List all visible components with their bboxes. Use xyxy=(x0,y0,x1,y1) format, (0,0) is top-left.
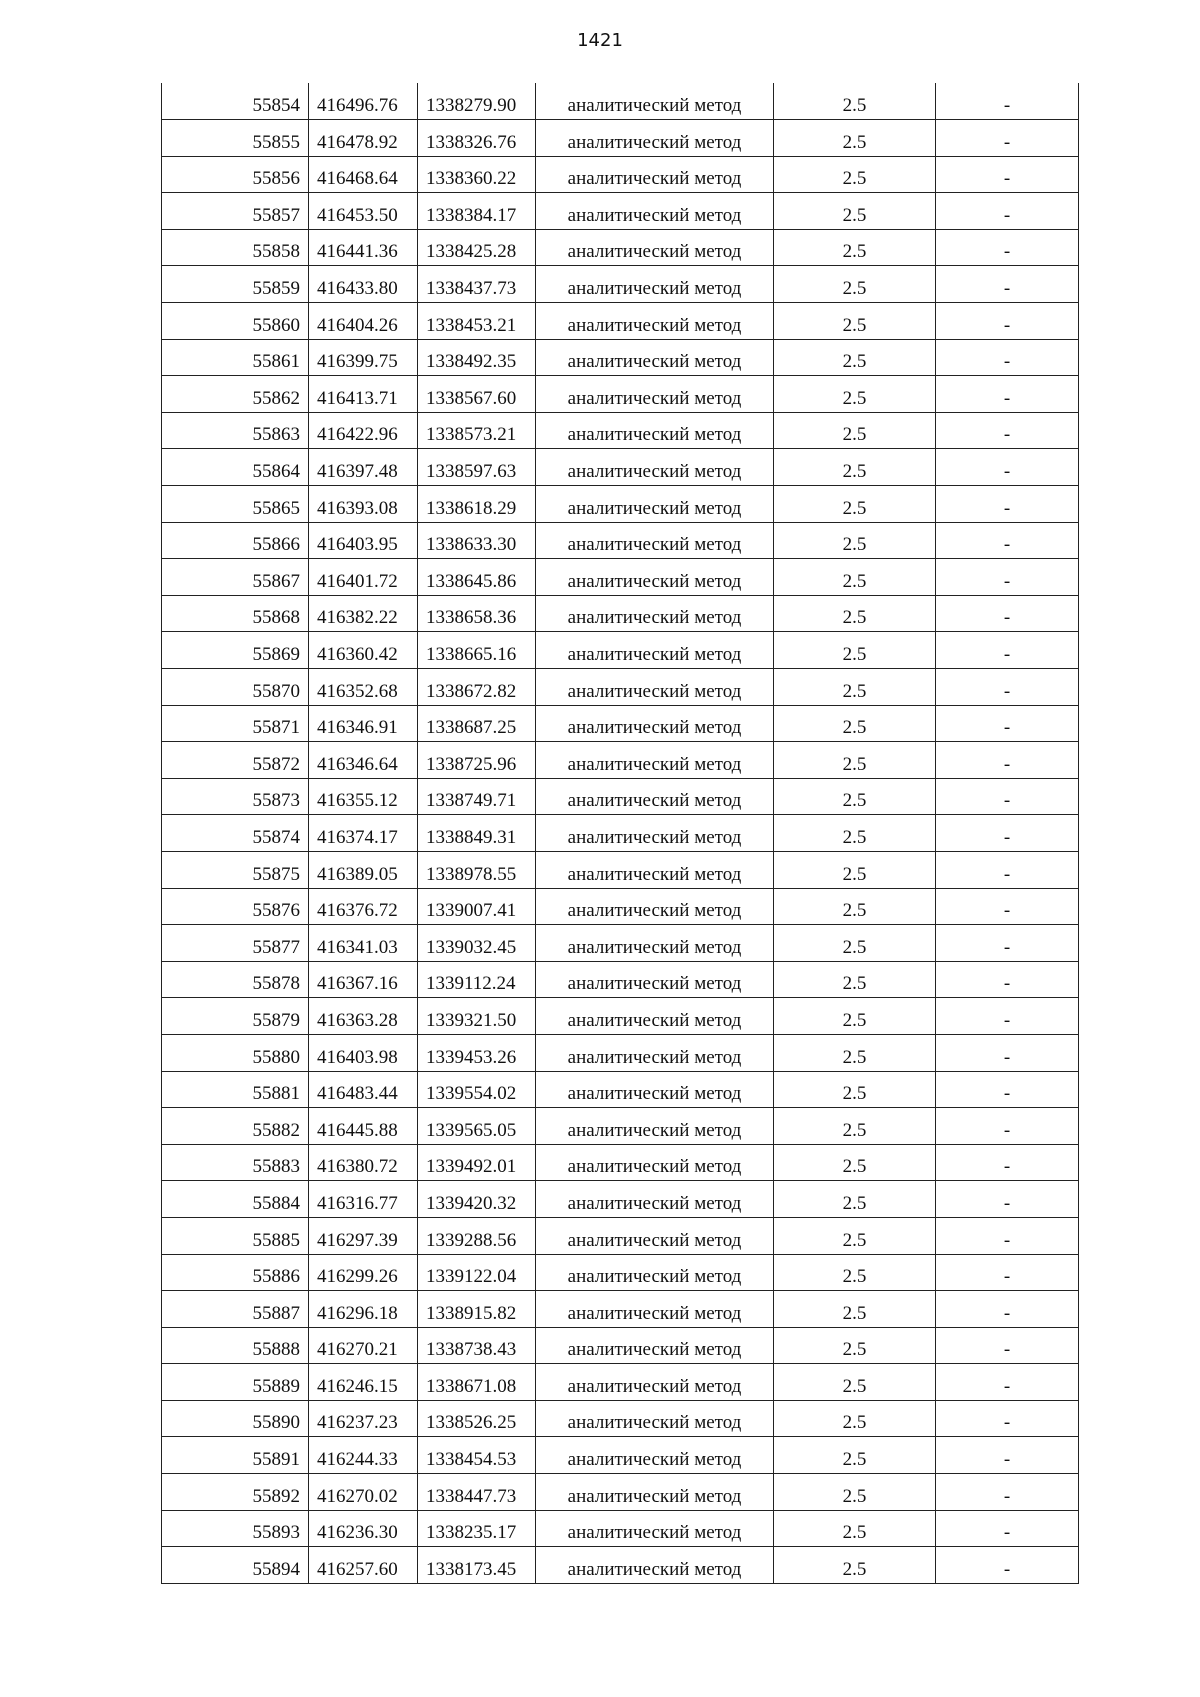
table-row xyxy=(162,486,1079,523)
table-row xyxy=(162,266,1079,303)
point-number-cell: 55892 xyxy=(162,1474,309,1511)
table-row xyxy=(162,1547,1079,1584)
accuracy-cell: 2.5 xyxy=(774,1254,936,1291)
y-coordinate-cell: 1339288.56 xyxy=(418,1217,536,1254)
note-cell: - xyxy=(936,156,1079,193)
note-cell: - xyxy=(936,998,1079,1035)
x-coordinate-cell: 416341.03 xyxy=(309,925,418,962)
x-coordinate-cell: 416403.98 xyxy=(309,1034,418,1071)
table-row xyxy=(162,229,1079,266)
point-number-cell: 55856 xyxy=(162,156,309,193)
y-coordinate-cell: 1339492.01 xyxy=(418,1144,536,1181)
point-number-cell: 55875 xyxy=(162,851,309,888)
accuracy-cell: 2.5 xyxy=(774,156,936,193)
accuracy-cell: 2.5 xyxy=(774,1327,936,1364)
table-row xyxy=(162,888,1079,925)
method-cell: аналитический метод xyxy=(536,851,774,888)
method-cell: аналитический метод xyxy=(536,229,774,266)
note-cell: - xyxy=(936,1291,1079,1328)
note-cell: - xyxy=(936,888,1079,925)
table-row xyxy=(162,303,1079,340)
table-row xyxy=(162,559,1079,596)
note-cell: - xyxy=(936,1400,1079,1437)
y-coordinate-cell: 1339565.05 xyxy=(418,1108,536,1145)
accuracy-cell: 2.5 xyxy=(774,1291,936,1328)
accuracy-cell: 2.5 xyxy=(774,266,936,303)
y-coordinate-cell: 1338279.90 xyxy=(418,83,536,120)
point-number-cell: 55876 xyxy=(162,888,309,925)
accuracy-cell: 2.5 xyxy=(774,83,936,120)
accuracy-cell: 2.5 xyxy=(774,1108,936,1145)
accuracy-cell: 2.5 xyxy=(774,851,936,888)
y-coordinate-cell: 1339007.41 xyxy=(418,888,536,925)
note-cell: - xyxy=(936,925,1079,962)
x-coordinate-cell: 416367.16 xyxy=(309,961,418,998)
method-cell: аналитический метод xyxy=(536,1108,774,1145)
x-coordinate-cell: 416422.96 xyxy=(309,412,418,449)
note-cell: - xyxy=(936,83,1079,120)
table-row xyxy=(162,412,1079,449)
point-number-cell: 55889 xyxy=(162,1364,309,1401)
x-coordinate-cell: 416299.26 xyxy=(309,1254,418,1291)
accuracy-cell: 2.5 xyxy=(774,669,936,706)
method-cell: аналитический метод xyxy=(536,486,774,523)
accuracy-cell: 2.5 xyxy=(774,742,936,779)
y-coordinate-cell: 1338235.17 xyxy=(418,1510,536,1547)
table-row xyxy=(162,1474,1079,1511)
method-cell: аналитический метод xyxy=(536,1291,774,1328)
y-coordinate-cell: 1338915.82 xyxy=(418,1291,536,1328)
point-number-cell: 55860 xyxy=(162,303,309,340)
accuracy-cell: 2.5 xyxy=(774,595,936,632)
point-number-cell: 55873 xyxy=(162,778,309,815)
table-row xyxy=(162,1510,1079,1547)
table-row xyxy=(162,156,1079,193)
accuracy-cell: 2.5 xyxy=(774,339,936,376)
method-cell: аналитический метод xyxy=(536,156,774,193)
note-cell: - xyxy=(936,486,1079,523)
method-cell: аналитический метод xyxy=(536,120,774,157)
y-coordinate-cell: 1338597.63 xyxy=(418,449,536,486)
point-number-cell: 55855 xyxy=(162,120,309,157)
accuracy-cell: 2.5 xyxy=(774,1071,936,1108)
y-coordinate-cell: 1338526.25 xyxy=(418,1400,536,1437)
method-cell: аналитический метод xyxy=(536,632,774,669)
y-coordinate-cell: 1338645.86 xyxy=(418,559,536,596)
accuracy-cell: 2.5 xyxy=(774,522,936,559)
point-number-cell: 55874 xyxy=(162,815,309,852)
point-number-cell: 55878 xyxy=(162,961,309,998)
table-row xyxy=(162,339,1079,376)
accuracy-cell: 2.5 xyxy=(774,925,936,962)
note-cell: - xyxy=(936,266,1079,303)
point-number-cell: 55858 xyxy=(162,229,309,266)
table-row xyxy=(162,522,1079,559)
x-coordinate-cell: 416468.64 xyxy=(309,156,418,193)
method-cell: аналитический метод xyxy=(536,193,774,230)
table-row xyxy=(162,376,1079,413)
y-coordinate-cell: 1338573.21 xyxy=(418,412,536,449)
note-cell: - xyxy=(936,815,1079,852)
table-row xyxy=(162,1034,1079,1071)
note-cell: - xyxy=(936,778,1079,815)
accuracy-cell: 2.5 xyxy=(774,888,936,925)
x-coordinate-cell: 416297.39 xyxy=(309,1217,418,1254)
table-row xyxy=(162,1108,1079,1145)
accuracy-cell: 2.5 xyxy=(774,1510,936,1547)
note-cell: - xyxy=(936,669,1079,706)
y-coordinate-cell: 1339554.02 xyxy=(418,1071,536,1108)
note-cell: - xyxy=(936,1510,1079,1547)
note-cell: - xyxy=(936,1437,1079,1474)
y-coordinate-cell: 1338173.45 xyxy=(418,1547,536,1584)
note-cell: - xyxy=(936,1364,1079,1401)
method-cell: аналитический метод xyxy=(536,1364,774,1401)
x-coordinate-cell: 416403.95 xyxy=(309,522,418,559)
point-number-cell: 55883 xyxy=(162,1144,309,1181)
table-row xyxy=(162,1144,1079,1181)
method-cell: аналитический метод xyxy=(536,412,774,449)
accuracy-cell: 2.5 xyxy=(774,1400,936,1437)
x-coordinate-cell: 416270.21 xyxy=(309,1327,418,1364)
y-coordinate-cell: 1339321.50 xyxy=(418,998,536,1035)
x-coordinate-cell: 416397.48 xyxy=(309,449,418,486)
method-cell: аналитический метод xyxy=(536,266,774,303)
y-coordinate-cell: 1338326.76 xyxy=(418,120,536,157)
x-coordinate-cell: 416346.91 xyxy=(309,705,418,742)
coordinates-table-body xyxy=(162,83,1079,1583)
page-number: 1421 xyxy=(577,30,623,51)
accuracy-cell: 2.5 xyxy=(774,376,936,413)
y-coordinate-cell: 1339032.45 xyxy=(418,925,536,962)
method-cell: аналитический метод xyxy=(536,1437,774,1474)
table-row xyxy=(162,925,1079,962)
note-cell: - xyxy=(936,851,1079,888)
method-cell: аналитический метод xyxy=(536,888,774,925)
note-cell: - xyxy=(936,1254,1079,1291)
method-cell: аналитический метод xyxy=(536,669,774,706)
point-number-cell: 55894 xyxy=(162,1547,309,1584)
method-cell: аналитический метод xyxy=(536,376,774,413)
note-cell: - xyxy=(936,229,1079,266)
x-coordinate-cell: 416296.18 xyxy=(309,1291,418,1328)
x-coordinate-cell: 416393.08 xyxy=(309,486,418,523)
note-cell: - xyxy=(936,1217,1079,1254)
y-coordinate-cell: 1339420.32 xyxy=(418,1181,536,1218)
x-coordinate-cell: 416433.80 xyxy=(309,266,418,303)
note-cell: - xyxy=(936,961,1079,998)
y-coordinate-cell: 1338687.25 xyxy=(418,705,536,742)
point-number-cell: 55859 xyxy=(162,266,309,303)
accuracy-cell: 2.5 xyxy=(774,559,936,596)
x-coordinate-cell: 416445.88 xyxy=(309,1108,418,1145)
point-number-cell: 55887 xyxy=(162,1291,309,1328)
accuracy-cell: 2.5 xyxy=(774,486,936,523)
point-number-cell: 55880 xyxy=(162,1034,309,1071)
point-number-cell: 55891 xyxy=(162,1437,309,1474)
method-cell: аналитический метод xyxy=(536,742,774,779)
table-row xyxy=(162,961,1079,998)
table-row xyxy=(162,742,1079,779)
table-row xyxy=(162,1437,1079,1474)
y-coordinate-cell: 1338384.17 xyxy=(418,193,536,230)
x-coordinate-cell: 416363.28 xyxy=(309,998,418,1035)
point-number-cell: 55863 xyxy=(162,412,309,449)
x-coordinate-cell: 416246.15 xyxy=(309,1364,418,1401)
table-row xyxy=(162,669,1079,706)
accuracy-cell: 2.5 xyxy=(774,632,936,669)
table-row xyxy=(162,1364,1079,1401)
x-coordinate-cell: 416441.36 xyxy=(309,229,418,266)
note-cell: - xyxy=(936,1071,1079,1108)
note-cell: - xyxy=(936,339,1079,376)
y-coordinate-cell: 1338671.08 xyxy=(418,1364,536,1401)
table-row xyxy=(162,1400,1079,1437)
accuracy-cell: 2.5 xyxy=(774,1364,936,1401)
point-number-cell: 55884 xyxy=(162,1181,309,1218)
table-row xyxy=(162,1291,1079,1328)
point-number-cell: 55882 xyxy=(162,1108,309,1145)
y-coordinate-cell: 1338447.73 xyxy=(418,1474,536,1511)
point-number-cell: 55879 xyxy=(162,998,309,1035)
x-coordinate-cell: 416236.30 xyxy=(309,1510,418,1547)
point-number-cell: 55862 xyxy=(162,376,309,413)
note-cell: - xyxy=(936,412,1079,449)
accuracy-cell: 2.5 xyxy=(774,193,936,230)
note-cell: - xyxy=(936,1108,1079,1145)
y-coordinate-cell: 1338454.53 xyxy=(418,1437,536,1474)
note-cell: - xyxy=(936,1144,1079,1181)
method-cell: аналитический метод xyxy=(536,1254,774,1291)
x-coordinate-cell: 416270.02 xyxy=(309,1474,418,1511)
table-row xyxy=(162,449,1079,486)
x-coordinate-cell: 416413.71 xyxy=(309,376,418,413)
point-number-cell: 55864 xyxy=(162,449,309,486)
table-row xyxy=(162,815,1079,852)
table-row xyxy=(162,120,1079,157)
x-coordinate-cell: 416404.26 xyxy=(309,303,418,340)
point-number-cell: 55886 xyxy=(162,1254,309,1291)
point-number-cell: 55869 xyxy=(162,632,309,669)
y-coordinate-cell: 1338425.28 xyxy=(418,229,536,266)
point-number-cell: 55888 xyxy=(162,1327,309,1364)
table-row xyxy=(162,998,1079,1035)
table-row xyxy=(162,1071,1079,1108)
accuracy-cell: 2.5 xyxy=(774,1437,936,1474)
x-coordinate-cell: 416352.68 xyxy=(309,669,418,706)
accuracy-cell: 2.5 xyxy=(774,1034,936,1071)
method-cell: аналитический метод xyxy=(536,1510,774,1547)
method-cell: аналитический метод xyxy=(536,925,774,962)
y-coordinate-cell: 1338492.35 xyxy=(418,339,536,376)
table-row xyxy=(162,632,1079,669)
x-coordinate-cell: 416483.44 xyxy=(309,1071,418,1108)
note-cell: - xyxy=(936,449,1079,486)
x-coordinate-cell: 416374.17 xyxy=(309,815,418,852)
note-cell: - xyxy=(936,522,1079,559)
method-cell: аналитический метод xyxy=(536,595,774,632)
x-coordinate-cell: 416389.05 xyxy=(309,851,418,888)
note-cell: - xyxy=(936,1034,1079,1071)
point-number-cell: 55861 xyxy=(162,339,309,376)
method-cell: аналитический метод xyxy=(536,1181,774,1218)
method-cell: аналитический метод xyxy=(536,1474,774,1511)
method-cell: аналитический метод xyxy=(536,778,774,815)
y-coordinate-cell: 1338738.43 xyxy=(418,1327,536,1364)
x-coordinate-cell: 416380.72 xyxy=(309,1144,418,1181)
method-cell: аналитический метод xyxy=(536,961,774,998)
method-cell: аналитический метод xyxy=(536,339,774,376)
point-number-cell: 55868 xyxy=(162,595,309,632)
accuracy-cell: 2.5 xyxy=(774,1181,936,1218)
accuracy-cell: 2.5 xyxy=(774,961,936,998)
point-number-cell: 55881 xyxy=(162,1071,309,1108)
point-number-cell: 55885 xyxy=(162,1217,309,1254)
x-coordinate-cell: 416244.33 xyxy=(309,1437,418,1474)
note-cell: - xyxy=(936,595,1079,632)
point-number-cell: 55871 xyxy=(162,705,309,742)
table-row xyxy=(162,83,1079,120)
y-coordinate-cell: 1338849.31 xyxy=(418,815,536,852)
note-cell: - xyxy=(936,1327,1079,1364)
method-cell: аналитический метод xyxy=(536,1144,774,1181)
note-cell: - xyxy=(936,559,1079,596)
accuracy-cell: 2.5 xyxy=(774,303,936,340)
note-cell: - xyxy=(936,1474,1079,1511)
x-coordinate-cell: 416478.92 xyxy=(309,120,418,157)
y-coordinate-cell: 1338437.73 xyxy=(418,266,536,303)
y-coordinate-cell: 1338749.71 xyxy=(418,778,536,815)
accuracy-cell: 2.5 xyxy=(774,1547,936,1584)
x-coordinate-cell: 416496.76 xyxy=(309,83,418,120)
x-coordinate-cell: 416346.64 xyxy=(309,742,418,779)
table-row xyxy=(162,1327,1079,1364)
note-cell: - xyxy=(936,303,1079,340)
note-cell: - xyxy=(936,193,1079,230)
y-coordinate-cell: 1339122.04 xyxy=(418,1254,536,1291)
method-cell: аналитический метод xyxy=(536,815,774,852)
coordinates-table xyxy=(161,83,1079,1584)
y-coordinate-cell: 1338658.36 xyxy=(418,595,536,632)
table-row xyxy=(162,851,1079,888)
method-cell: аналитический метод xyxy=(536,998,774,1035)
y-coordinate-cell: 1339112.24 xyxy=(418,961,536,998)
method-cell: аналитический метод xyxy=(536,1217,774,1254)
accuracy-cell: 2.5 xyxy=(774,815,936,852)
method-cell: аналитический метод xyxy=(536,1327,774,1364)
point-number-cell: 55857 xyxy=(162,193,309,230)
method-cell: аналитический метод xyxy=(536,303,774,340)
accuracy-cell: 2.5 xyxy=(774,229,936,266)
table-row xyxy=(162,595,1079,632)
x-coordinate-cell: 416360.42 xyxy=(309,632,418,669)
accuracy-cell: 2.5 xyxy=(774,705,936,742)
point-number-cell: 55870 xyxy=(162,669,309,706)
x-coordinate-cell: 416316.77 xyxy=(309,1181,418,1218)
accuracy-cell: 2.5 xyxy=(774,998,936,1035)
accuracy-cell: 2.5 xyxy=(774,120,936,157)
note-cell: - xyxy=(936,376,1079,413)
note-cell: - xyxy=(936,632,1079,669)
y-coordinate-cell: 1338360.22 xyxy=(418,156,536,193)
point-number-cell: 55865 xyxy=(162,486,309,523)
accuracy-cell: 2.5 xyxy=(774,1217,936,1254)
x-coordinate-cell: 416257.60 xyxy=(309,1547,418,1584)
y-coordinate-cell: 1338672.82 xyxy=(418,669,536,706)
y-coordinate-cell: 1338618.29 xyxy=(418,486,536,523)
accuracy-cell: 2.5 xyxy=(774,449,936,486)
y-coordinate-cell: 1338978.55 xyxy=(418,851,536,888)
point-number-cell: 55877 xyxy=(162,925,309,962)
table-row xyxy=(162,193,1079,230)
x-coordinate-cell: 416355.12 xyxy=(309,778,418,815)
method-cell: аналитический метод xyxy=(536,1034,774,1071)
y-coordinate-cell: 1338725.96 xyxy=(418,742,536,779)
method-cell: аналитический метод xyxy=(536,559,774,596)
method-cell: аналитический метод xyxy=(536,1547,774,1584)
table-row xyxy=(162,778,1079,815)
point-number-cell: 55867 xyxy=(162,559,309,596)
point-number-cell: 55890 xyxy=(162,1400,309,1437)
note-cell: - xyxy=(936,1547,1079,1584)
x-coordinate-cell: 416401.72 xyxy=(309,559,418,596)
x-coordinate-cell: 416237.23 xyxy=(309,1400,418,1437)
accuracy-cell: 2.5 xyxy=(774,1144,936,1181)
x-coordinate-cell: 416382.22 xyxy=(309,595,418,632)
accuracy-cell: 2.5 xyxy=(774,1474,936,1511)
table-row xyxy=(162,1217,1079,1254)
accuracy-cell: 2.5 xyxy=(774,778,936,815)
point-number-cell: 55893 xyxy=(162,1510,309,1547)
y-coordinate-cell: 1338633.30 xyxy=(418,522,536,559)
point-number-cell: 55872 xyxy=(162,742,309,779)
note-cell: - xyxy=(936,120,1079,157)
table-row xyxy=(162,705,1079,742)
method-cell: аналитический метод xyxy=(536,1071,774,1108)
method-cell: аналитический метод xyxy=(536,449,774,486)
table-row xyxy=(162,1181,1079,1218)
method-cell: аналитический метод xyxy=(536,83,774,120)
x-coordinate-cell: 416453.50 xyxy=(309,193,418,230)
point-number-cell: 55866 xyxy=(162,522,309,559)
x-coordinate-cell: 416376.72 xyxy=(309,888,418,925)
y-coordinate-cell: 1338567.60 xyxy=(418,376,536,413)
y-coordinate-cell: 1339453.26 xyxy=(418,1034,536,1071)
note-cell: - xyxy=(936,1181,1079,1218)
note-cell: - xyxy=(936,705,1079,742)
table-row xyxy=(162,1254,1079,1291)
point-number-cell: 55854 xyxy=(162,83,309,120)
note-cell: - xyxy=(936,742,1079,779)
y-coordinate-cell: 1338665.16 xyxy=(418,632,536,669)
method-cell: аналитический метод xyxy=(536,1400,774,1437)
accuracy-cell: 2.5 xyxy=(774,412,936,449)
method-cell: аналитический метод xyxy=(536,522,774,559)
y-coordinate-cell: 1338453.21 xyxy=(418,303,536,340)
x-coordinate-cell: 416399.75 xyxy=(309,339,418,376)
method-cell: аналитический метод xyxy=(536,705,774,742)
